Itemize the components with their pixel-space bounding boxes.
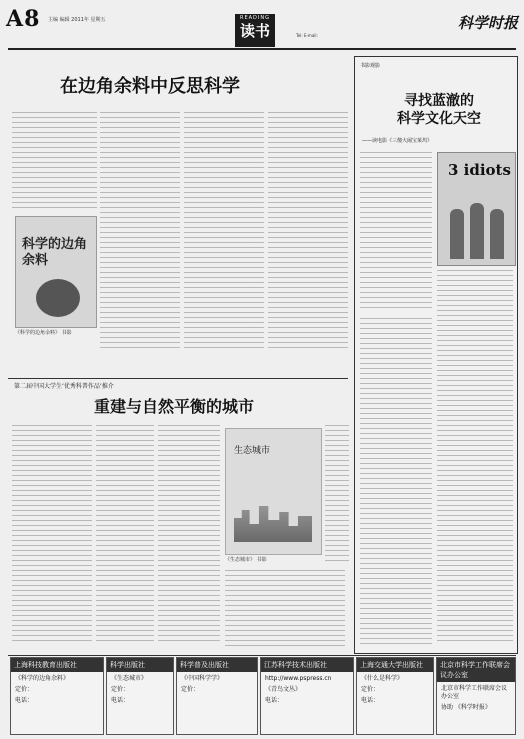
sidebar-label: 书影观影 — [360, 63, 381, 69]
section-tab-cn: 读书 — [239, 22, 270, 40]
ad-2-line: 电话： — [111, 697, 130, 704]
ad-5-head: 上海交通大学出版社 — [357, 658, 433, 672]
ad-5-line: 电话： — [361, 697, 380, 704]
ad-1-line: 定价： — [15, 686, 34, 693]
city-skyline-illustration — [234, 502, 312, 542]
header-rule — [8, 48, 516, 50]
article1-caption: 《科学的边角余料》 书影 — [15, 330, 72, 336]
ad-6 — [436, 657, 516, 735]
ad-5 — [356, 657, 434, 735]
ad-1 — [10, 657, 104, 735]
ad-3 — [176, 657, 258, 735]
article2-text-col2 — [96, 425, 154, 645]
ad-6-line: 北京市科学工作联席会议办公室 — [441, 685, 508, 700]
article2-text-col4 — [225, 570, 345, 648]
article1-book-cover — [15, 216, 97, 328]
ad-1-head: 上海科技教育出版社 — [11, 658, 103, 672]
ad-4-line: 电话： — [265, 697, 284, 704]
article2-title: 重建与自然平衡的城市 — [94, 397, 255, 416]
ad-5-line: 定价： — [361, 686, 380, 693]
page-number: A8 — [6, 6, 41, 32]
article2-book-cover — [225, 428, 322, 555]
ad-3-line: 《中国科学学》 — [181, 675, 224, 682]
contact-meta: Tel: E-mail: — [296, 33, 318, 38]
sidebar-title-line2: 科学文化天空 — [397, 111, 481, 127]
page-header — [0, 0, 524, 48]
sidebar-text-col2 — [437, 270, 513, 645]
article1-text-col2 — [100, 112, 180, 352]
movie-poster — [437, 152, 516, 266]
ad-6-line: 协助 《科学时报》 — [441, 704, 491, 711]
section-divider — [8, 378, 348, 379]
ad-5-line: 《什么是科学》 — [361, 675, 404, 682]
poster-title: 3 idiots — [448, 161, 511, 179]
sidebar-subtitle: ——读电影《三傻大闹宝莱坞》 — [362, 138, 433, 144]
book-cover-title: 科学的边角余料 — [22, 237, 88, 268]
sidebar-text-col1 — [360, 152, 432, 312]
poster-figure-1 — [450, 209, 464, 259]
book-cover-illustration — [36, 279, 80, 317]
article2-kicker: 第二届中国大学生‘优秀科普作品’推介 — [14, 383, 114, 390]
section-tab — [235, 14, 275, 47]
article2-text-col1 — [12, 425, 92, 645]
page-meta: 主编 编辑 2011年 星期五 — [48, 17, 106, 23]
article1-text-col4 — [268, 112, 348, 352]
ad-4-line: http://www.pspress.cn — [265, 675, 332, 682]
article1-text-col3 — [184, 112, 264, 352]
ad-3-line: 定价： — [181, 686, 200, 693]
ad-1-line: 电话： — [15, 697, 34, 704]
poster-figure-2 — [470, 203, 484, 259]
article1-text-col1 — [12, 112, 97, 212]
sidebar-title-line1: 寻找蓝澈的 — [404, 93, 474, 109]
article2-text-col3 — [158, 425, 220, 645]
article2-text-col5 — [325, 425, 349, 565]
sidebar-text-col3 — [360, 318, 432, 645]
ad-2 — [106, 657, 174, 735]
article1-title: 在边角余料中反思科学 — [60, 76, 240, 97]
ad-2-line: 《生态城市》 — [111, 675, 148, 682]
article2-caption: 《生态城市》 书影 — [225, 557, 267, 563]
poster-figure-3 — [490, 209, 504, 259]
ad-4-line: 《青鸟文丛》 — [265, 686, 302, 693]
ad-3-head: 科学普及出版社 — [177, 658, 257, 672]
sidebar-title — [384, 92, 494, 128]
ad-4 — [260, 657, 354, 735]
ad-2-head: 科学出版社 — [107, 658, 173, 672]
masthead: 科学时报 — [457, 14, 518, 32]
section-tab-en: READING — [240, 15, 270, 21]
ad-1-line: 《科学的边角余料》 — [15, 675, 70, 682]
ad-4-head: 江苏科学技术出版社 — [261, 658, 353, 672]
ad-6-head: 北京市科学工作联席会议办公室 — [437, 658, 515, 682]
book2-cover-title: 生态城市 — [234, 446, 271, 456]
ad-2-line: 定价： — [111, 686, 130, 693]
